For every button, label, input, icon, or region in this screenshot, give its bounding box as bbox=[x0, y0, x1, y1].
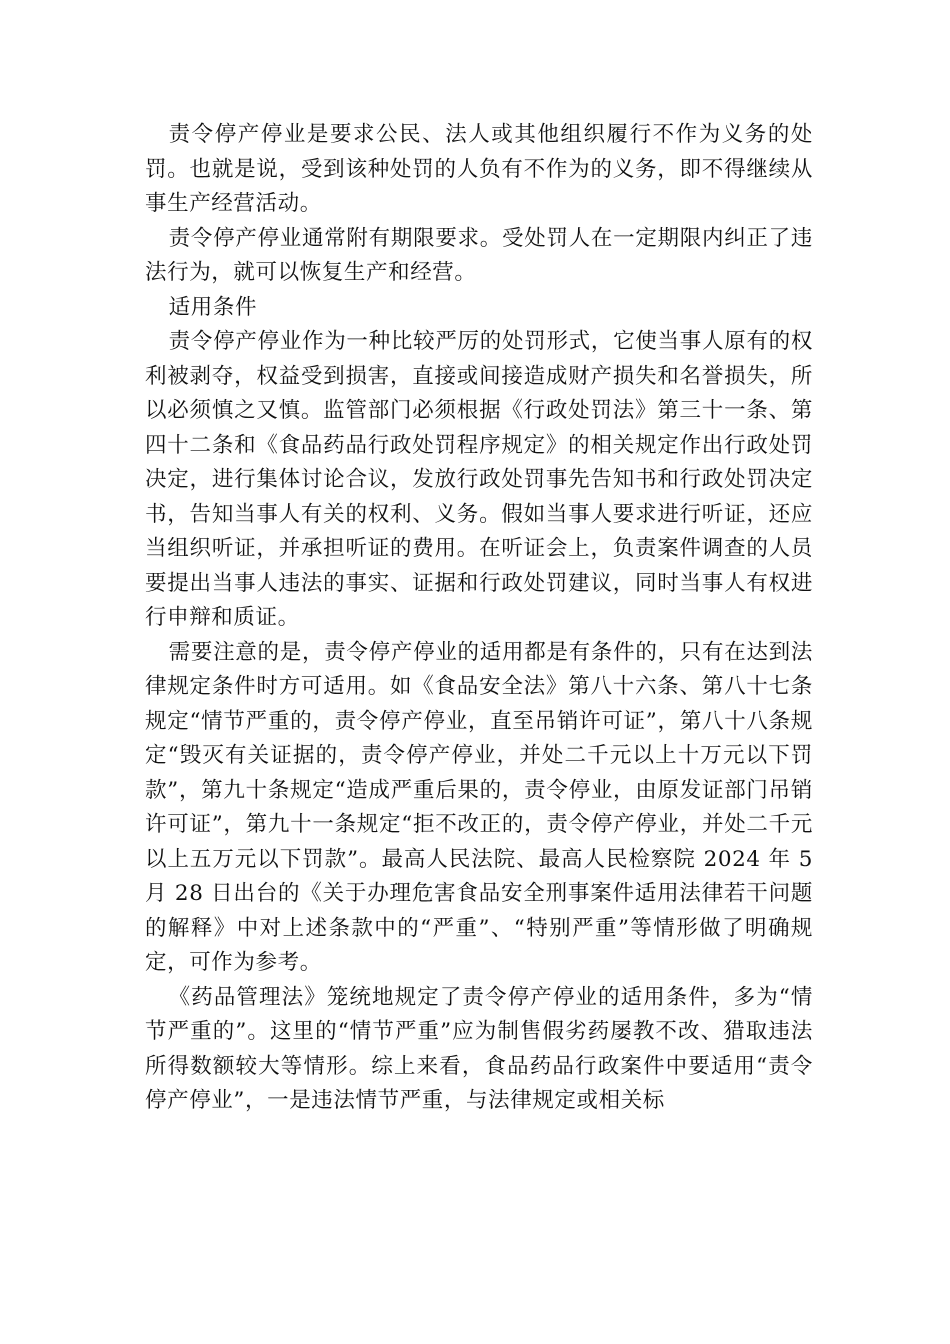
document-body bbox=[145, 118, 813, 1119]
paragraph-food-safety-law: 需要注意的是，责令停产停业的适用都是有条件的，只有在达到法律规定条件时方可适用。如《食品安全法》第八十六条、第八十七条规定“情节严重的，责令停产停业，直至吊销许可证”，第八十八条规定“毁灭有关证据的，责令停产停业，并处二千元以上十万元以下罚款”，第九十条规定“造成严重后果的，责令停业，由原发证部门吊销许可证”，第九十一条规定“拒不改正的，责令停产停业，并处二千元以上五万元以下罚款”。最高人民法院、最高人民检察院 2024 年 5 月 28 日出台的《关于办理危害食品安全刑事案件适用法律若干问题的解释》中对上述条款中的“严重”、“特别严重”等情形做了明确规定，可作为参考。 bbox=[145, 639, 813, 975]
paragraph-definition: 责令停产停业是要求公民、法人或其他组织履行不作为义务的处罚。也就是说，受到该种处罚的人负有不作为的义务，即不得继续从事生产经营活动。 bbox=[145, 122, 813, 216]
paragraph-procedure: 责令停产停业作为一种比较严厉的处罚形式，它使当事人原有的权利被剥夺，权益受到损害，直接或间接造成财产损失和名誉损失，所以必须慎之又慎。监管部门必须根据《行政处罚法》第三十一条、第四十二条和《食品药品行政处罚程序规定》的相关规定作出行政处罚决定，进行集体讨论合议，发放行政处罚事先告知书和行政处罚决定书，告知当事人有关的权利、义务。假如当事人要求进行听证，还应当组织听证，并承担听证的费用。在听证会上，负责案件调查的人员要提出当事人违法的事实、证据和行政处罚建议，同时当事人有权进行申辩和质证。 bbox=[145, 329, 813, 630]
paragraph-time-limit: 责令停产停业通常附有期限要求。受处罚人在一定期限内纠正了违法行为，就可以恢复生产和经营。 bbox=[145, 225, 813, 285]
paragraph-drug-administration-law: 《药品管理法》笼统地规定了责令停产停业的适用条件，多为“情节严重的”。这里的“情节严重”应为制售假劣药屡教不改、猎取违法所得数额较大等情形。综上来看，食品药品行政案件中要适用“责令停产停业”，一是违法情节严重，与法律规定或相关标 bbox=[145, 984, 813, 1113]
section-heading-applicable-conditions: 适用条件 bbox=[168, 294, 258, 320]
